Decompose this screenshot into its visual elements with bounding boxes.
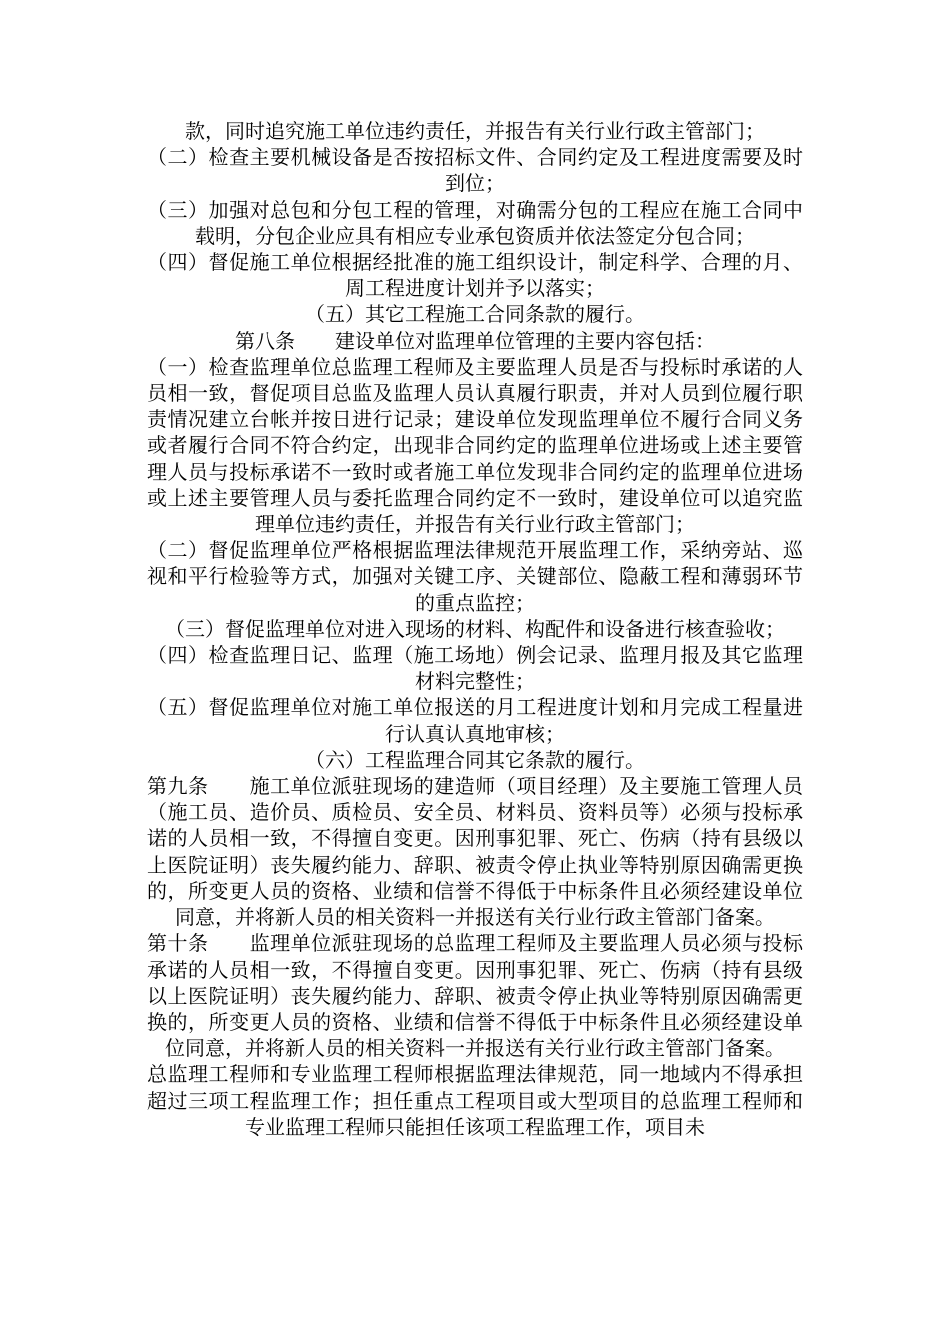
paragraph: 款，同时追究施工单位违约责任，并报告有关行业行政主管部门； xyxy=(185,119,765,143)
paragraph: （五）督促监理单位对施工单位报送的月工程进度计划和月完成工程量进行认真认真地审核； xyxy=(147,695,803,746)
paragraph: 总监理工程师和专业监理工程师根据监理法律规范，同一地域内不得承担超过三项工程监理工作；担任重点工程项目或大型项目的总监理工程师和专业监理工程师只能担任该项工程监理工作，项目未 xyxy=(147,1062,803,1139)
paragraph: （二）检查主要机械设备是否按招标文件、合同约定及工程进度需要及时到位； xyxy=(147,145,803,196)
paragraph: （三）督促监理单位对进入现场的材料、构配件和设备进行核查验收； xyxy=(165,616,785,641)
paragraph: （一）检查监理单位总监理工程师及主要监理人员是否与投标时承诺的人员相一致，督促项目总监及监理人员认真履行职责，并对人员到位履行职责情况建立台帐并按日进行记录；建设单位发现监理单位不履行合同义务或者履行合同不符合约定，出现非合同约定的监理单位进场或上述主要管理人员与投标承诺不一致时或者施工单位发现非合同约定的监理单位进场或上述主要管理人员与委托监理合同约定不一致时，建设单位可以追究监理单位违约责任，并报告有关行业行政主管部门； xyxy=(147,354,803,537)
article-paragraph: 第十条 监理单位派驻现场的总监理工程师及主要监理人员必须与投标承诺的人员相一致，不得擅自变更。因刑事犯罪、死亡、伤病（持有县级以上医院证明）丧失履约能力、辞职、被责令停止执业等特别原因确需更换的，所变更人员的资格、业绩和信誉不得低于中标条件且必须经建设单位同意，并将新人员的相关资料一并报送有关行业行政主管部门备案。 xyxy=(147,931,803,1061)
paragraph: （六）工程监理合同其它条款的履行。 xyxy=(305,747,645,772)
article-paragraph: 第九条 施工单位派驻现场的建造师（项目经理）及主要施工管理人员（施工员、造价员、质检员、安全员、材料员、资料员等）必须与投标承诺的人员相一致，不得擅自变更。因刑事犯罪、死亡、伤病（持有县级以上医院证明）丧失履约能力、辞职、被责令停止执业等特别原因确需更换的，所变更人员的资格、业绩和信誉不得低于中标条件且必须经建设单位同意，并将新人员的相关资料一并报送有关行业行政主管部门备案。 xyxy=(147,774,803,930)
document-body xyxy=(147,118,803,1140)
paragraph: （三）加强对总包和分包工程的管理，对确需分包的工程应在施工合同中载明，分包企业应具有相应专业承包资质并依法签定分包合同； xyxy=(147,197,803,248)
paragraph: （五）其它工程施工合同条款的履行。 xyxy=(305,302,645,327)
paragraph: （四）检查监理日记、监理（施工场地）例会记录、监理月报及其它监理材料完整性； xyxy=(147,643,803,694)
paragraph: （四）督促施工单位根据经批准的施工组织设计，制定科学、合理的月、周工程进度计划并予以落实； xyxy=(147,250,803,301)
paragraph: （二）督促监理单位严格根据监理法律规范开展监理工作，采纳旁站、巡视和平行检验等方式，加强对关键工序、关键部位、隐蔽工程和薄弱环节的重点监控； xyxy=(147,538,803,615)
article-heading: 第八条 建设单位对监理单位管理的主要内容包括： xyxy=(235,328,715,353)
